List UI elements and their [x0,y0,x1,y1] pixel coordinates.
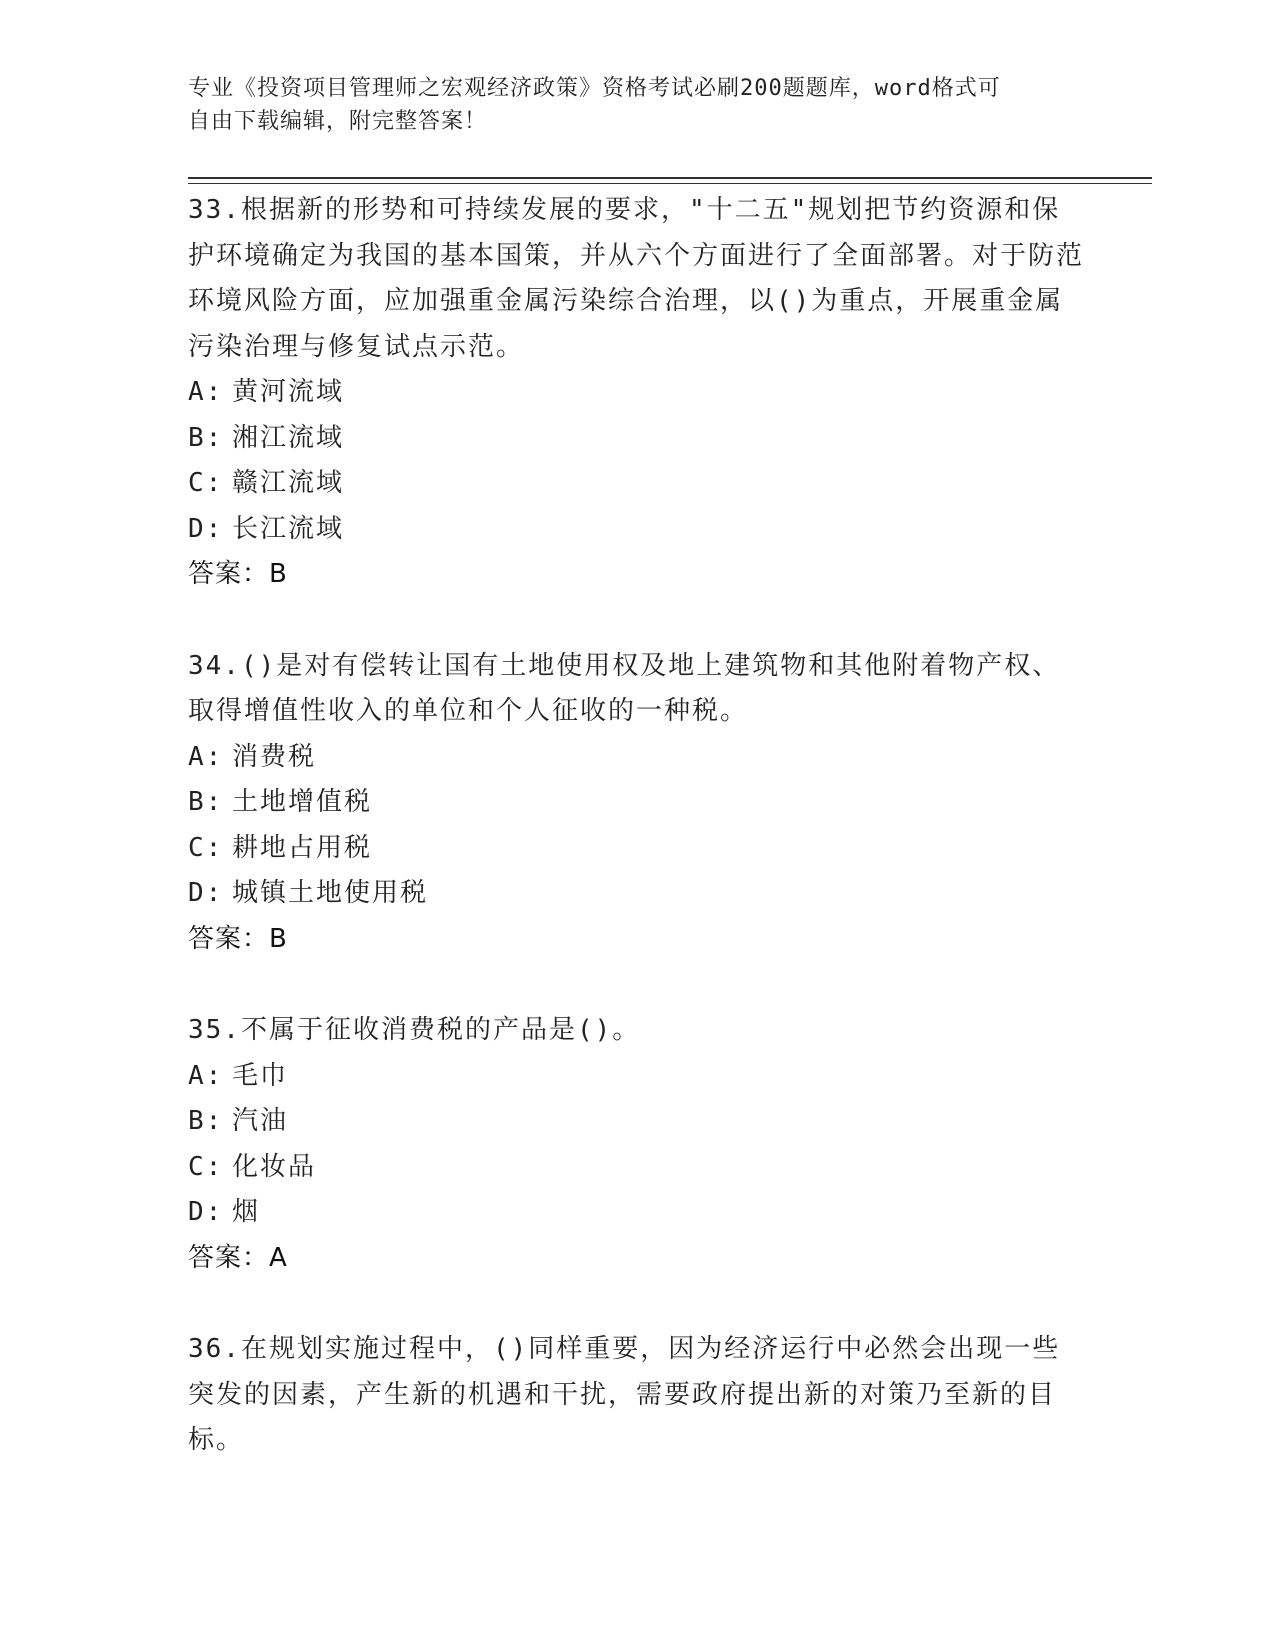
header-title-line-2: 自由下载编辑，附完整答案！ [188,109,488,134]
answer-text: 答案：B [188,923,288,954]
option-a: A: 毛巾 [188,1060,289,1091]
header-divider-thin [188,183,1152,184]
option-c: C: 化妆品 [188,1151,317,1182]
question-text: 35.不属于征收消费税的产品是()。 [188,1015,641,1045]
option-b: B: 湘江流域 [188,422,345,453]
option-b: B: 土地增值税 [188,787,373,817]
header-title-line-1: 专业《投资项目管理师之宏观经济政策》资格考试必刷200题题库，word格式可 [188,76,1001,101]
question-35 [188,1008,1088,1281]
question-33 [188,188,1088,598]
question-36 [188,1327,1088,1464]
header-divider-thick [188,177,1152,179]
option-list [188,370,1088,552]
question-text: 33.根据新的形势和可持续发展的要求，"十二五"规划把节约资源和保护环境确定为我国的基本国策，并从六个方面进行了全面部署。对于防范环境风险方面，应加强重金属污染综合治理，以()为重点，开展重金属污染治理与修复试点示范。 [188,195,1085,362]
option-b: B: 汽油 [188,1106,289,1136]
option-a: A: 消费税 [188,741,317,772]
option-c: C: 赣江流域 [188,468,345,498]
option-list [188,735,1088,917]
option-a: A: 黄河流域 [188,377,345,407]
question-text: 34.()是对有偿转让国有土地使用权及地上建筑物和其他附着物产权、取得增值性收入的单位和个人征收的一种税。 [188,650,1061,726]
answer-text: 答案：B [188,559,288,589]
option-c: C: 耕地占用税 [188,832,373,863]
answer-text: 答案：A [188,1242,288,1273]
option-d: D: 长江流域 [188,513,345,544]
option-d: D: 烟 [188,1197,261,1227]
question-list [188,188,1088,1510]
document-header [188,72,1088,138]
option-d: D: 城镇土地使用税 [188,878,429,908]
option-list [188,1054,1088,1236]
question-text: 36.在规划实施过程中，()同样重要，因为经济运行中必然会出现一些突发的因素，产生新的机遇和干扰，需要政府提出新的对策乃至新的目标。 [188,1334,1061,1455]
question-34 [188,644,1088,963]
